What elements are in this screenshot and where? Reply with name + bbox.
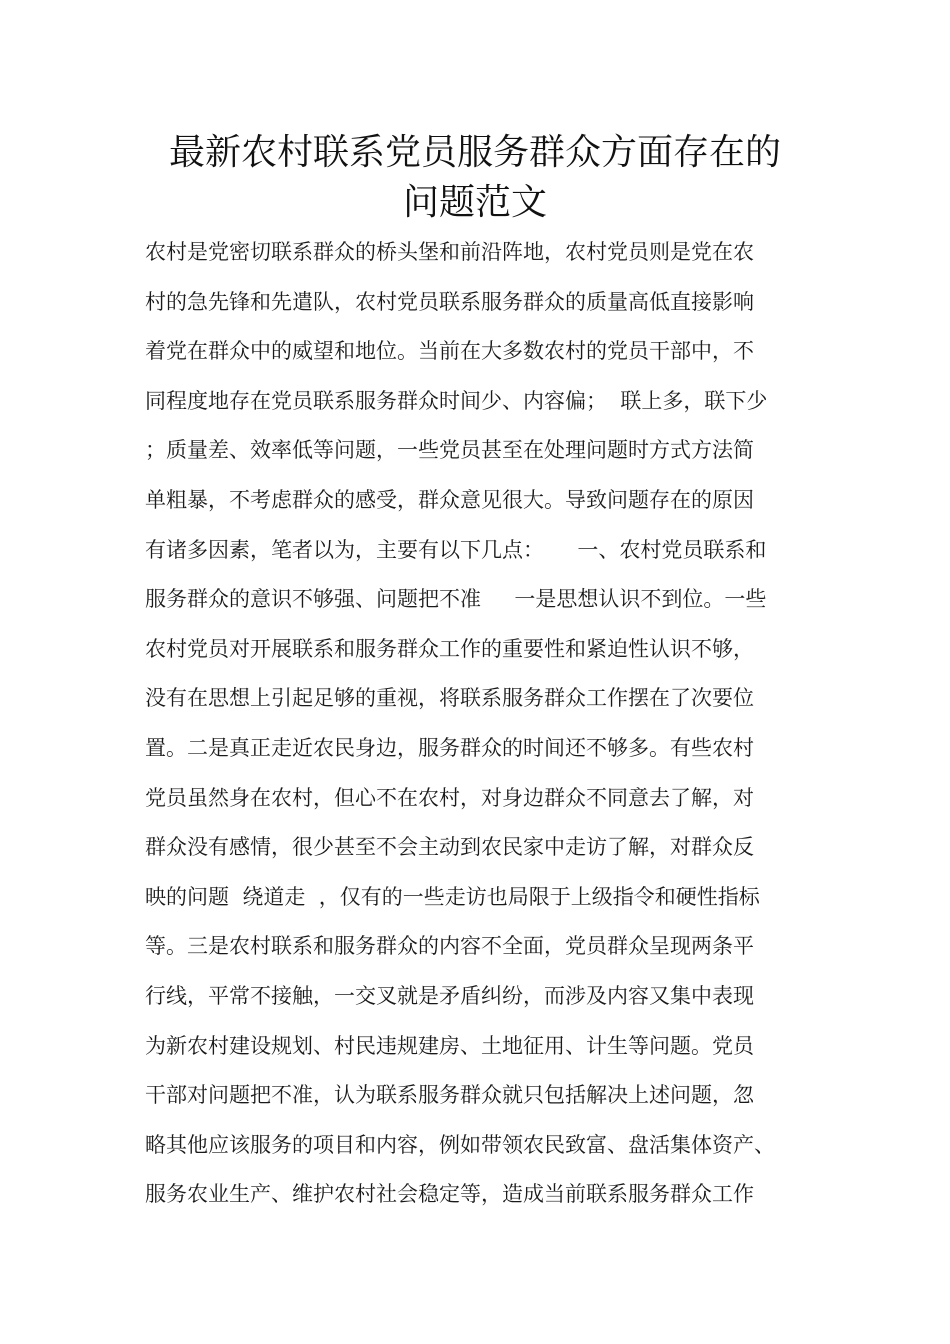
body-line: 党员虽然身在农村，但心不在农村，对身边群众不同意去了解，对 [145, 785, 754, 810]
title-line: 最新农村联系党员服务群众方面存在的 [168, 132, 781, 173]
body-line: 为新农村建设规划、村民违规建房、土地征用、计生等问题。党员 [145, 1033, 754, 1058]
body-line: 有诸多因素，笔者以为，主要有以下几点： 一、农村党员联系和 [145, 537, 767, 562]
body-line: 农村是党密切联系群众的桥头堡和前沿阵地，农村党员则是党在农 [145, 240, 754, 264]
body-line: 单粗暴，不考虑群众的感受，群众意见很大。导致问题存在的原因 [145, 487, 754, 512]
body-line: 映的问题 绕道走 ，仅有的一些走访也局限于上级指令和硬性指标 [145, 884, 760, 909]
body-line: 没有在思想上引起足够的重视，将联系服务群众工作摆在了次要位 [145, 686, 754, 711]
body-paragraph [145, 232, 825, 1224]
body-line: 服务农业生产、维护农村社会稳定等，造成当前联系服务群众工作 [145, 1182, 754, 1207]
body-line: 同程度地存在党员联系服务群众时间少、内容偏； 联上多，联下少 [145, 388, 768, 413]
title-line: 问题范文 [402, 182, 547, 223]
body-line: 着党在群众中的威望和地位。当前在大多数农村的党员干部中，不 [145, 339, 754, 364]
body-line: 等。三是农村联系和服务群众的内容不全面，党员群众呈现两条平 [145, 934, 754, 959]
body-line: 村的急先锋和先遣队，农村党员联系服务群众的质量高低直接影响 [145, 289, 754, 314]
body-line: 略其他应该服务的项目和内容，例如带领农民致富、盘活集体资产、 [145, 1132, 775, 1157]
document-title [120, 128, 830, 228]
body-line: 置。二是真正走近农民身边，服务群众的时间还不够多。有些农村 [145, 735, 754, 760]
body-line: 干部对问题把不准，认为联系服务群众就只包括解决上述问题，忽 [145, 1083, 754, 1108]
body-line: 行线，平常不接触，一交叉就是矛盾纠纷，而涉及内容又集中表现 [145, 983, 754, 1008]
body-line: ；质量差、效率低等问题，一些党员甚至在处理问题时方式方法简 [145, 438, 754, 463]
body-line: 群众没有感情，很少甚至不会主动到农民家中走访了解，对群众反 [145, 835, 754, 860]
body-line: 服务群众的意识不够强、问题把不准 一是思想认识不到位。一些 [145, 587, 767, 612]
body-line: 农村党员对开展联系和服务群众工作的重要性和紧迫性认识不够， [145, 636, 754, 661]
